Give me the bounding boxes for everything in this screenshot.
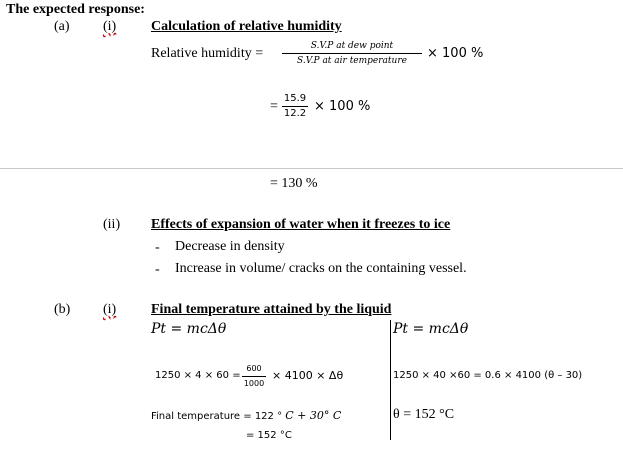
svp-air-temperature: S.V.P at air temperature [297, 56, 407, 66]
equals-sign: = [270, 99, 278, 114]
final-left-prefix: Final temperature = 122 ° [151, 411, 286, 422]
part-b-label: (b) [54, 302, 71, 317]
relative-humidity-title: Calculation of relative humidity [151, 19, 342, 34]
bullet-volume: Increase in volume/ cracks on the containing vessel. [175, 261, 467, 276]
heading: The expected response: [6, 2, 145, 17]
fraction-bar [282, 53, 422, 54]
fraction-bar-3 [242, 376, 266, 377]
svp-fraction [282, 40, 422, 67]
times-100-percent-2: × 100 % [314, 99, 371, 114]
final-temperature-right: θ = 152 °C [393, 407, 455, 422]
calc-right: 1250 × 40 ×60 = 0.6 × 4100 (θ – 30) [393, 370, 583, 381]
times-100-percent: × 100 % [427, 46, 484, 61]
bullet-density: Decrease in density [175, 239, 285, 254]
calc-left-prefix: 1250 × 4 × 60 = [155, 370, 241, 381]
formula-left: Pt = mcΔθ [151, 321, 227, 337]
svp-dew-point: S.V.P at dew point [310, 41, 394, 51]
final-temperature-title: Final temperature attained by the liquid [151, 302, 392, 317]
calc-left-suffix: × 4100 × Δθ [272, 369, 344, 382]
denominator-1000: 1000 [243, 379, 265, 388]
bullet-dash-2: - [155, 262, 160, 277]
final-temperature-left [151, 409, 341, 422]
part-b-i-label: (i) [103, 302, 117, 317]
numerator-600: 600 [246, 364, 262, 373]
part-a-label: (a) [54, 19, 70, 34]
numerator-15-9: 15.9 [283, 93, 307, 104]
bullet-dash-1: - [155, 240, 160, 255]
fraction-bar-2 [282, 106, 308, 107]
page-break-line [0, 168, 623, 169]
final-left-math: C + 30° C [285, 409, 342, 422]
final-temperature-result: = 152 °C [246, 430, 292, 441]
humidity-result: = 130 % [270, 176, 318, 191]
calc-left-fraction [242, 363, 266, 390]
relative-humidity-label: Relative humidity = [151, 46, 264, 61]
value-fraction [282, 93, 308, 120]
expansion-title: Effects of expansion of water when it freezes to ice [151, 217, 451, 232]
part-a-i-label: (i) [103, 19, 117, 34]
column-divider [390, 320, 391, 440]
formula-right: Pt = mcΔθ [393, 321, 469, 337]
part-a-ii-label: (ii) [103, 217, 121, 232]
denominator-12-2: 12.2 [283, 108, 307, 119]
